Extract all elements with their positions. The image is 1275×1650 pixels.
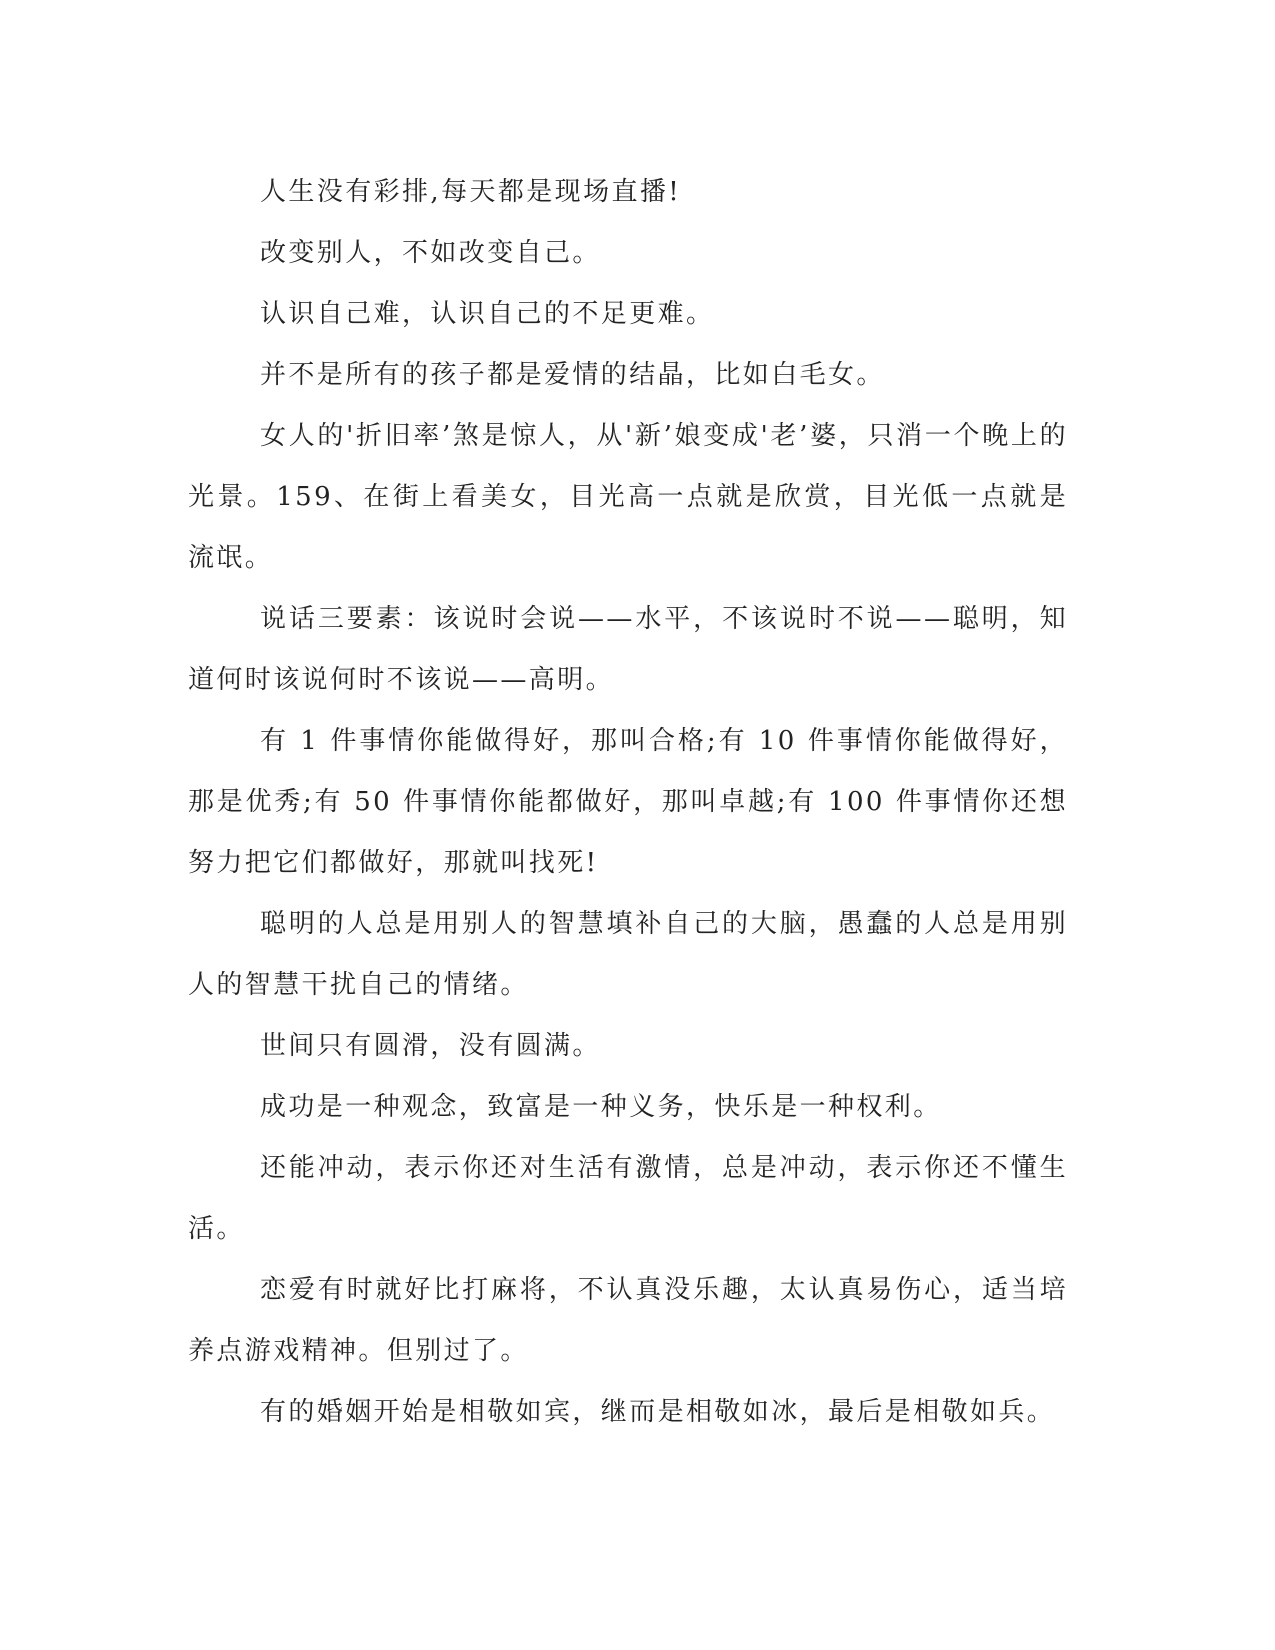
paragraph: 有 1 件事情你能做得好，那叫合格;有 10 件事情你能做得好，那是优秀;有 50 件事情你能都做好，那叫卓越;有 100 件事情你还想努力把它们都做好，那就叫找死!: [188, 726, 1068, 878]
paragraph: 有的婚姻开始是相敬如宾，继而是相敬如冰，最后是相敬如兵。: [260, 1397, 1056, 1427]
paragraph: 说话三要素：该说时会说——水平，不该说时不说——聪明，知道何时该说何时不该说——高明。: [188, 604, 1068, 695]
paragraph: 还能冲动，表示你还对生活有激情，总是冲动，表示你还不懂生活。: [188, 1153, 1068, 1244]
paragraph: 女人的'折旧率’煞是惊人，从'新’娘变成'老’婆，只消一个晚上的光景。159、在街上看美女，目光高一点就是欣赏，目光低一点就是流氓。: [188, 421, 1068, 573]
paragraph: 恋爱有时就好比打麻将，不认真没乐趣，太认真易伤心，适当培养点游戏精神。但别过了。: [188, 1275, 1068, 1366]
paragraph: 聪明的人总是用别人的智慧填补自己的大脑，愚蠢的人总是用别人的智慧干扰自己的情绪。: [188, 909, 1068, 1000]
paragraph: 成功是一种观念，致富是一种义务，快乐是一种权利。: [260, 1092, 942, 1122]
document-body: [188, 162, 1068, 1443]
paragraph: 并不是所有的孩子都是爱情的结晶，比如白毛女。: [260, 360, 885, 390]
paragraph: 改变别人，不如改变自己。: [260, 238, 601, 268]
paragraph: 世间只有圆滑，没有圆满。: [260, 1031, 601, 1061]
paragraph: 人生没有彩排,每天都是现场直播!: [260, 177, 682, 207]
paragraph: 认识自己难，认识自己的不足更难。: [260, 299, 715, 329]
